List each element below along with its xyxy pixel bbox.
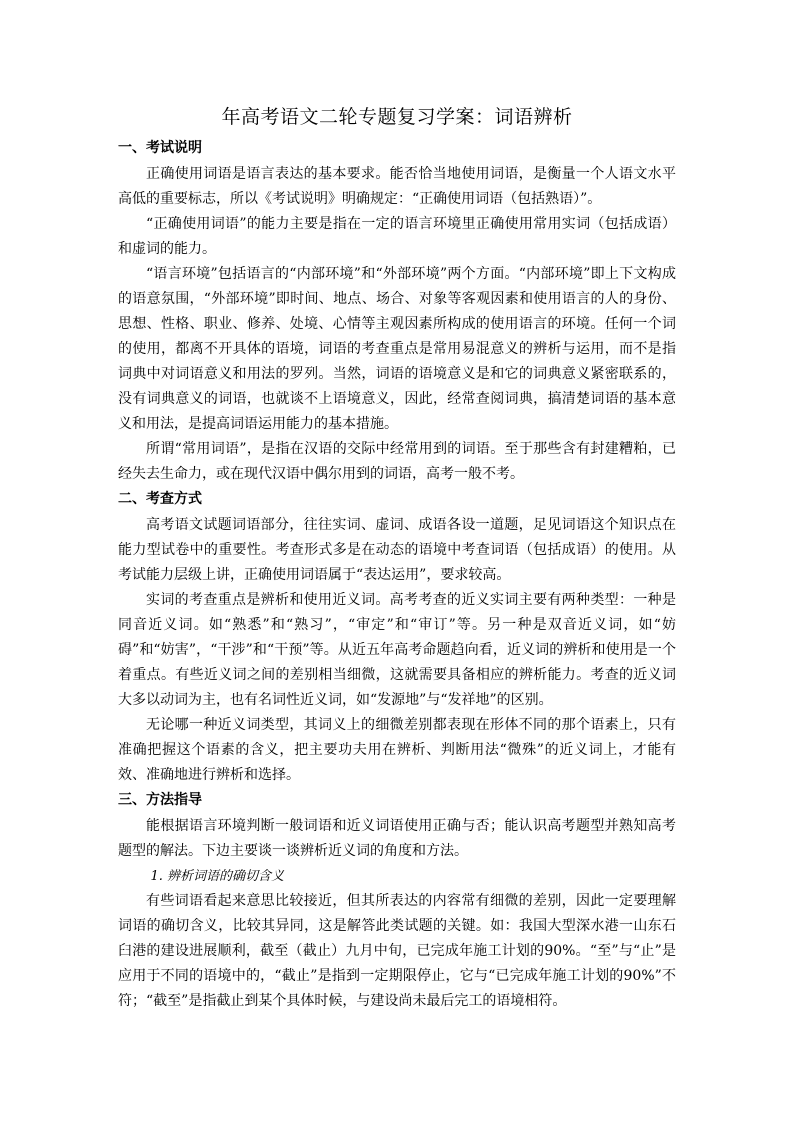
- section-heading: 一、考试说明: [118, 140, 202, 156]
- section-exam-description: [118, 138, 676, 487]
- paragraph: 无论哪一种近义词类型，其词义上的细微差别都表现在形体不同的那个语素上，只有准确把握这个语素的含义，把主要功夫用在辨析、判断用法“微殊”的近义词上，才能有效、准确地进行辨析和选择。: [118, 717, 676, 783]
- paragraph: 高考语文试题词语部分，往往实词、虚词、成语各设一道题，足见词语这个知识点在能力型试卷中的重要性。考查形式多是在动态的语境中考查词语（包括成语）的使用。从考试能力层级上讲，正确使用词语属于“表达运用”，要求较高。: [118, 517, 676, 583]
- document-title: 年高考语文二轮专题复习学案：词语辨析: [221, 106, 573, 128]
- paragraph: 有些词语看起来意思比较接近，但其所表达的内容常有细微的差别，因此一定要理解词语的确切含义，比较其异同，这是解答此类试题的关键。如：我国大型深水港一山东石臼港的建设进展顺利，截至（截止）九月中旬，已完成年施工计划的90%。“至”与“止”是应用于不同的语境中的，“截止”是指到一定期限停止，它与“已完成年施工计划的90%”不符；“截至”是指截止到某个具体时候，与建设尚未最后完工的语境相符。: [118, 893, 676, 1009]
- paragraph: 所谓“常用词语”，是指在汉语的交际中经常用到的词语。至于那些含有封建糟粕，已经失去生命力，或在现代汉语中偶尔用到的词语，高考一般不考。: [118, 441, 676, 482]
- section-exam-format: [118, 489, 676, 788]
- section-heading: 三、方法指导: [118, 792, 202, 808]
- section-heading: 二、考查方式: [118, 491, 202, 507]
- paragraph: “语言环境”包括语言的“内部环境”和“外部环境”两个方面。“内部环境”即上下文构成的语意氛围，“外部环境”即时间、地点、场合、对象等客观因素和使用语言的人的身份、思想、性格、职业、修养、处境、心情等主观因素所构成的使用语言的环境。任何一个词的使用，都离不开具体的语境，词语的考查重点是常用易混意义的辨析与运用，而不是指词典中对词语意义和用法的罗列。当然，词语的语境意义是和它的词典意义紧密联系的，没有词典意义的词语，也就谈不上语境意义，因此，经常查阅词典，搞清楚词语的基本意义和用法，是提高词语运用能力的基本措施。: [118, 266, 676, 432]
- section-method-guide: [118, 790, 676, 1014]
- paragraph: “正确使用词语”的能力主要是指在一定的语言环境里正确使用常用实词（包括成语）和虚词的能力。: [118, 216, 676, 257]
- paragraph: 实词的考查重点是辨析和使用近义词。高考考查的近义实词主要有两种类型：一种是同音近义词。如“熟悉”和“熟习”，“审定”和“审订”等。另一种是双音近义词，如“妨碍”和“妨害”，“干涉”和“干预”等。从近五年高考命题趋向看，近义词的辨析和使用是一个着重点。有些近义词之间的差别相当细微，这就需要具备相应的辨析能力。考查的近义词大多以动词为主，也有名词性近义词，如“发源地”与“发祥地”的区别。: [118, 592, 676, 708]
- paragraph: 正确使用词语是语言表达的基本要求。能否恰当地使用词语，是衡量一个人语文水平高低的重要标志，所以《考试说明》明确规定：“正确使用词语（包括熟语）”。: [118, 166, 676, 207]
- paragraph: 能根据语言环境判断一般词语和近义词语使用正确与否；能认识高考题型并熟知高考题型的解法。下边主要谈一谈辨析近义词的角度和方法。: [118, 818, 676, 859]
- subsection-heading: 1. 辨析词语的确切含义: [150, 869, 285, 884]
